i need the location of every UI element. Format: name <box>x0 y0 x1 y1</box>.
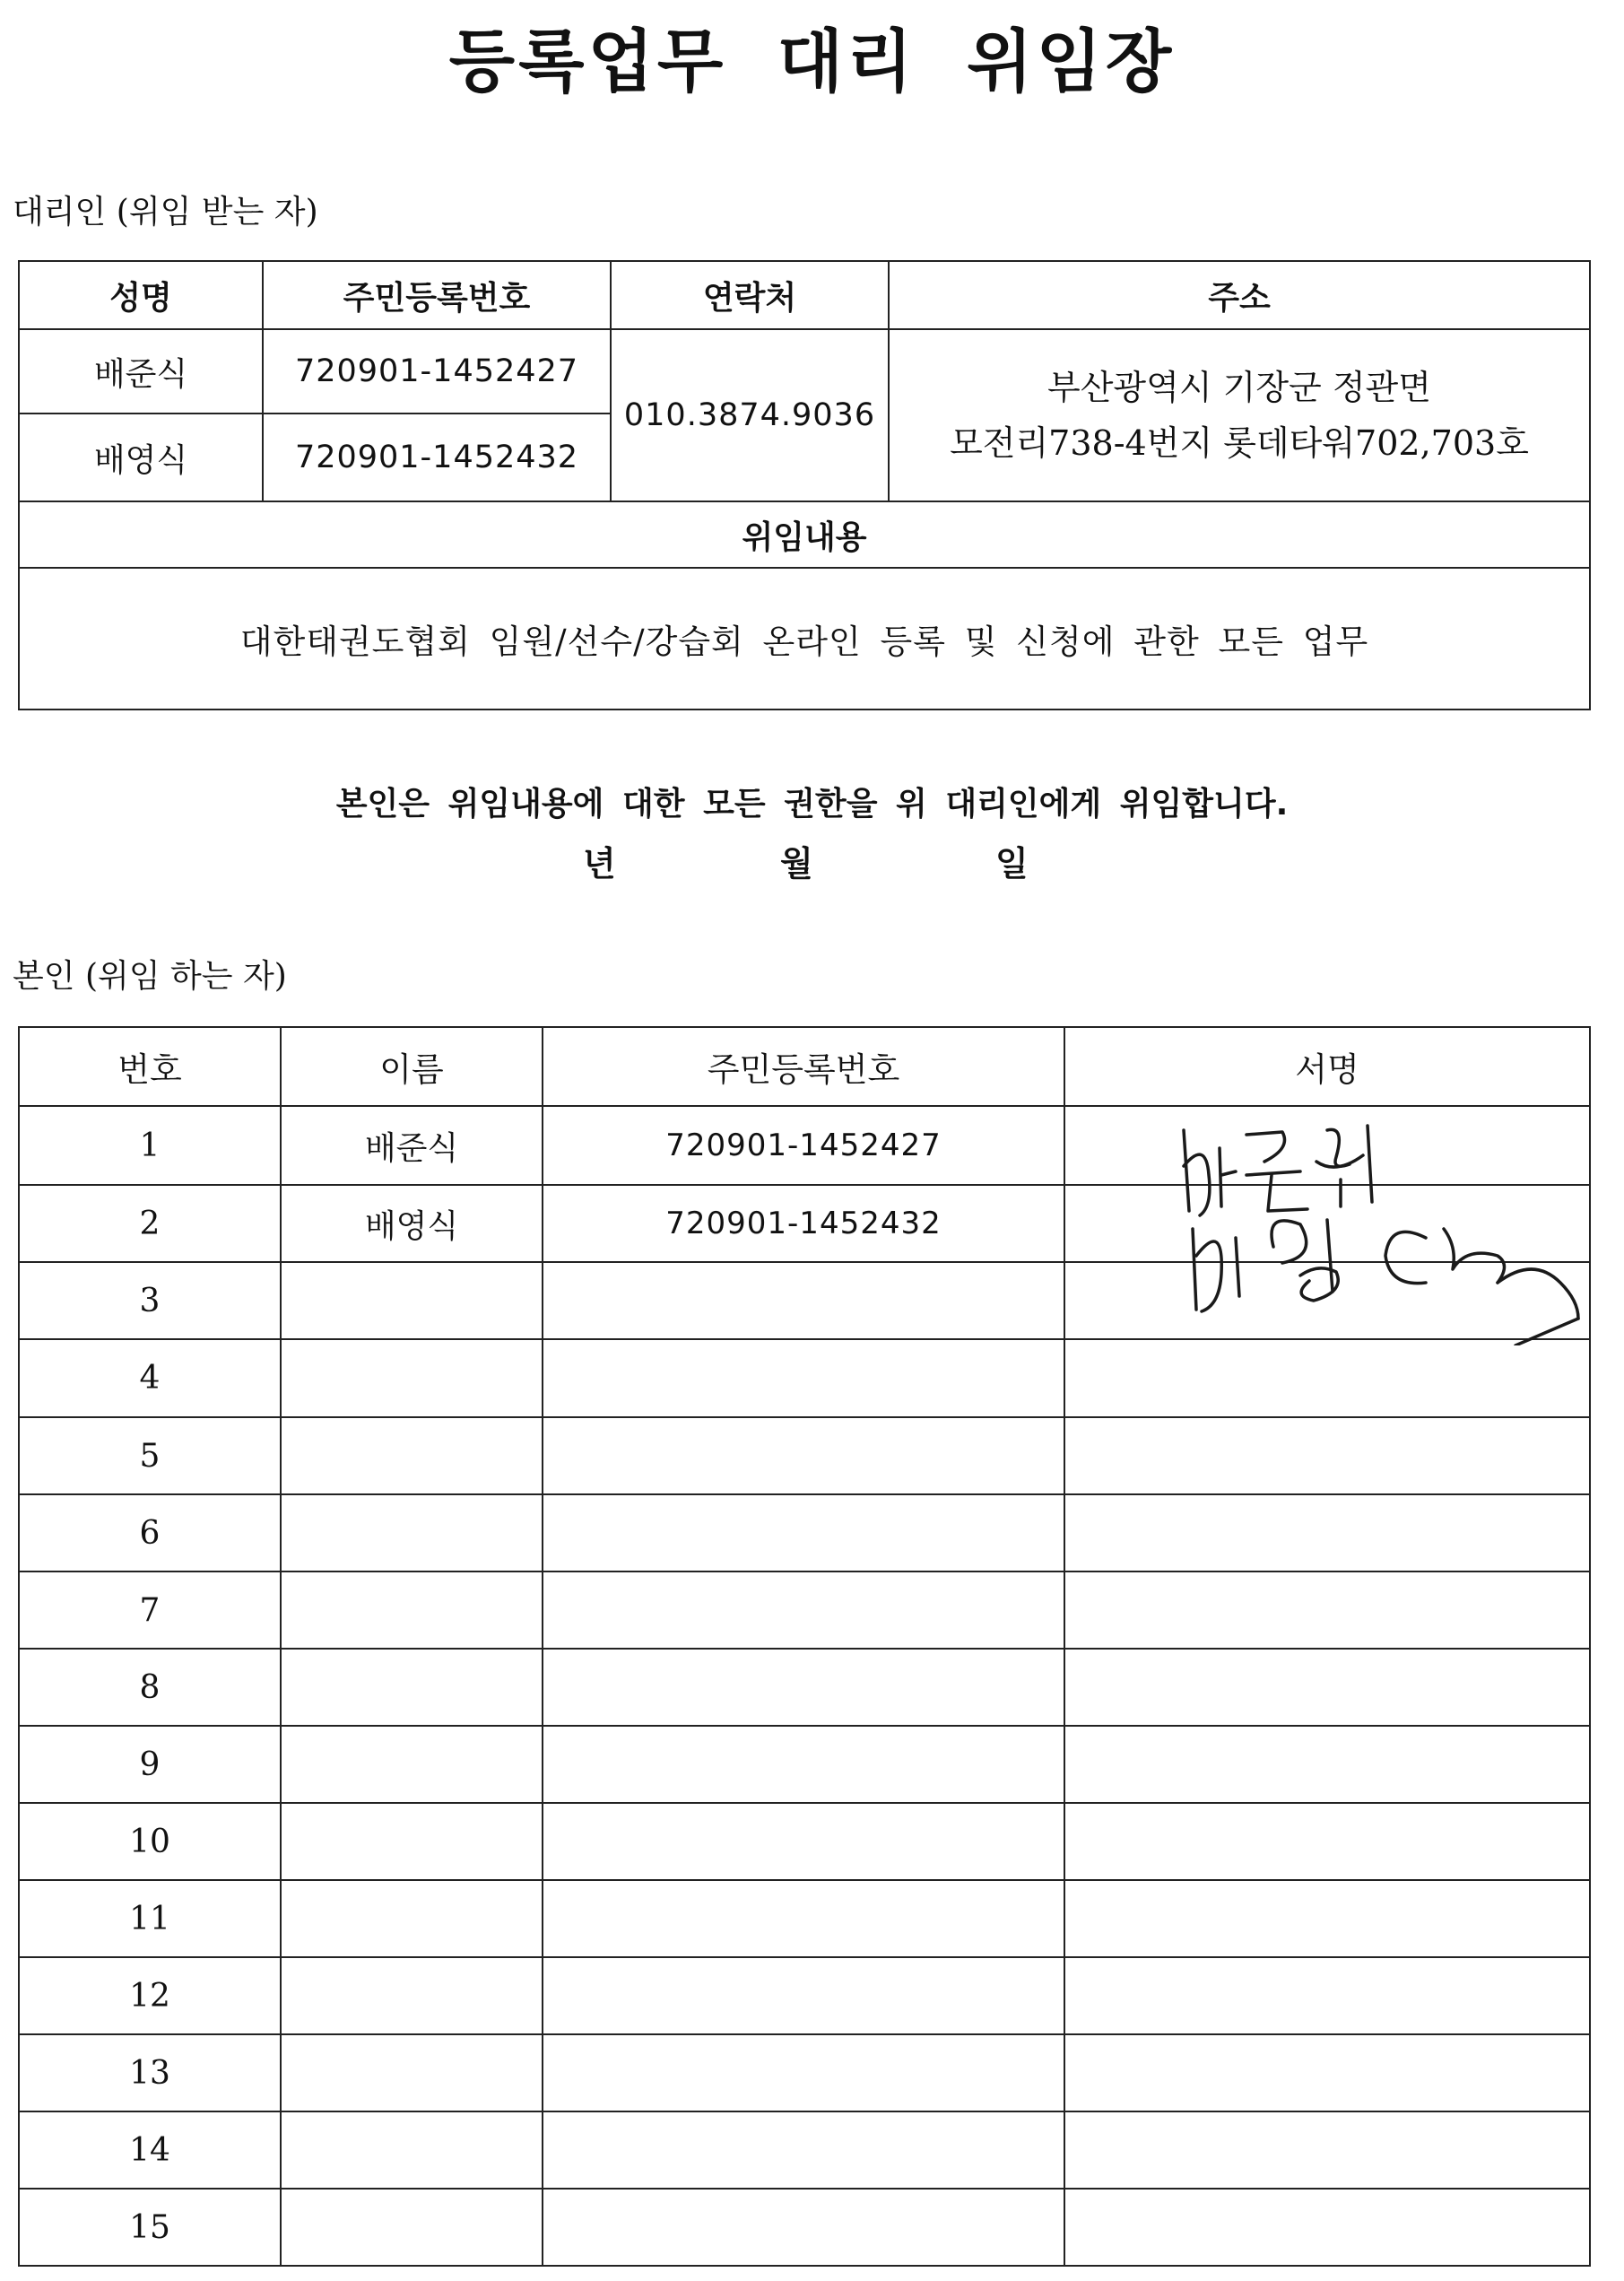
principal-row-signature <box>1064 1494 1590 1571</box>
principal-row <box>19 1880 1590 1957</box>
principal-row <box>19 1106 1590 1185</box>
principal-row-signature <box>1064 1803 1590 1880</box>
principal-row-signature <box>1064 1726 1590 1803</box>
principal-row <box>19 1339 1590 1417</box>
principal-header-id-number: 주민등록번호 <box>543 1027 1064 1106</box>
principal-row-name <box>281 1880 543 1957</box>
principal-row-id-number: 720901-1452427 <box>543 1106 1064 1185</box>
principal-row-signature <box>1064 2111 1590 2189</box>
principal-row-signature <box>1064 1571 1590 1649</box>
principal-row-name <box>281 1494 543 1571</box>
principal-row-no: 5 <box>19 1417 281 1494</box>
principal-row-name <box>281 1571 543 1649</box>
principal-row <box>19 1417 1590 1494</box>
principal-row-name <box>281 1417 543 1494</box>
principal-row-no: 11 <box>19 1880 281 1957</box>
principal-section-label: 본인 (위임 하는 자) <box>13 958 287 995</box>
principal-row-id-number <box>543 1649 1064 1726</box>
principal-row-name <box>281 1726 543 1803</box>
principal-row-no: 15 <box>19 2189 281 2266</box>
principal-row-no: 14 <box>19 2111 281 2189</box>
principal-row-no: 8 <box>19 1649 281 1726</box>
principal-row-signature <box>1064 2034 1590 2111</box>
principal-row-name <box>281 1803 543 1880</box>
principal-row-name: 배영식 <box>281 1185 543 1262</box>
agent-name: 배준식 <box>19 329 263 414</box>
principal-row-signature <box>1064 1185 1590 1262</box>
principal-row-signature <box>1064 1957 1590 2034</box>
agent-name: 배영식 <box>19 414 263 501</box>
delegation-statement: 본인은 위임내용에 대한 모든 권한을 위 대리인에게 위임합니다. <box>335 786 1289 823</box>
principal-row-id-number: 720901-1452432 <box>543 1185 1064 1262</box>
principal-header-signature: 서명 <box>1064 1027 1590 1106</box>
principal-row-no: 6 <box>19 1494 281 1571</box>
principal-table <box>18 1026 1591 2267</box>
principal-row-id-number <box>543 1803 1064 1880</box>
principal-row-id-number <box>543 2189 1064 2266</box>
principal-row-id-number <box>543 1726 1064 1803</box>
date-month-label: 월 <box>780 844 813 884</box>
principal-row-id-number <box>543 1571 1064 1649</box>
principal-row-signature <box>1064 1106 1590 1185</box>
agent-header-contact: 연락처 <box>611 261 889 329</box>
principal-row-name: 배준식 <box>281 1106 543 1185</box>
principal-row-id-number <box>543 1262 1064 1339</box>
principal-row <box>19 1726 1590 1803</box>
principal-row <box>19 2034 1590 2111</box>
principal-row-name <box>281 2189 543 2266</box>
principal-header-no: 번호 <box>19 1027 281 1106</box>
principal-row <box>19 1803 1590 1880</box>
principal-row <box>19 1494 1590 1571</box>
agent-id-number: 720901-1452427 <box>263 329 611 414</box>
agent-header-name: 성명 <box>19 261 263 329</box>
principal-row-id-number <box>543 1880 1064 1957</box>
principal-row-name <box>281 1262 543 1339</box>
principal-row-no: 9 <box>19 1726 281 1803</box>
principal-row-signature <box>1064 1649 1590 1726</box>
agent-section-label: 대리인 (위임 받는 자) <box>13 194 318 231</box>
principal-row-name <box>281 2111 543 2189</box>
delegation-header: 위임내용 <box>19 501 1590 568</box>
agent-address-line1: 부산광역시 기장군 정관면 <box>1047 368 1431 407</box>
principal-row-no: 12 <box>19 1957 281 2034</box>
agent-id-number: 720901-1452432 <box>263 414 611 501</box>
principal-header-name: 이름 <box>281 1027 543 1106</box>
principal-row-no: 3 <box>19 1262 281 1339</box>
principal-row-id-number <box>543 2111 1064 2189</box>
principal-row-id-number <box>543 1957 1064 2034</box>
principal-row-signature <box>1064 1262 1590 1339</box>
principal-row <box>19 2111 1590 2189</box>
principal-row-name <box>281 1649 543 1726</box>
agent-header-address: 주소 <box>889 261 1590 329</box>
principal-row-signature <box>1064 1880 1590 1957</box>
principal-row-no: 2 <box>19 1185 281 1262</box>
principal-rows <box>19 1106 1590 2266</box>
principal-row <box>19 1571 1590 1649</box>
principal-row <box>19 1185 1590 1262</box>
principal-row <box>19 1957 1590 2034</box>
principal-row-name <box>281 2034 543 2111</box>
principal-row-id-number <box>543 1494 1064 1571</box>
principal-row-signature <box>1064 1417 1590 1494</box>
principal-row-name <box>281 1957 543 2034</box>
delegation-content: 대한태권도협회 임원/선수/강습회 온라인 등록 및 신청에 관한 모든 업무 <box>19 568 1590 710</box>
principal-row-no: 1 <box>19 1106 281 1185</box>
principal-row-no: 10 <box>19 1803 281 1880</box>
principal-row-id-number <box>543 2034 1064 2111</box>
agent-contact: 010.3874.9036 <box>611 329 889 501</box>
date-day-label: 일 <box>995 844 1029 884</box>
principal-row-no: 13 <box>19 2034 281 2111</box>
principal-row-id-number <box>543 1417 1064 1494</box>
document-title: 등록업무 대리 위임장 <box>448 22 1176 101</box>
agent-header-id-number: 주민등록번호 <box>263 261 611 329</box>
principal-row <box>19 2189 1590 2266</box>
principal-row-no: 4 <box>19 1339 281 1417</box>
principal-row-no: 7 <box>19 1571 281 1649</box>
agent-address-line2: 모전리738-4번지 롯데타워702,703호 <box>950 423 1529 463</box>
agent-table <box>18 260 1591 710</box>
agent-address <box>889 329 1590 501</box>
principal-row-id-number <box>543 1339 1064 1417</box>
principal-row <box>19 1649 1590 1726</box>
principal-row-signature <box>1064 1339 1590 1417</box>
principal-row <box>19 1262 1590 1339</box>
date-year-label: 년 <box>583 844 616 884</box>
principal-row-name <box>281 1339 543 1417</box>
principal-row-signature <box>1064 2189 1590 2266</box>
